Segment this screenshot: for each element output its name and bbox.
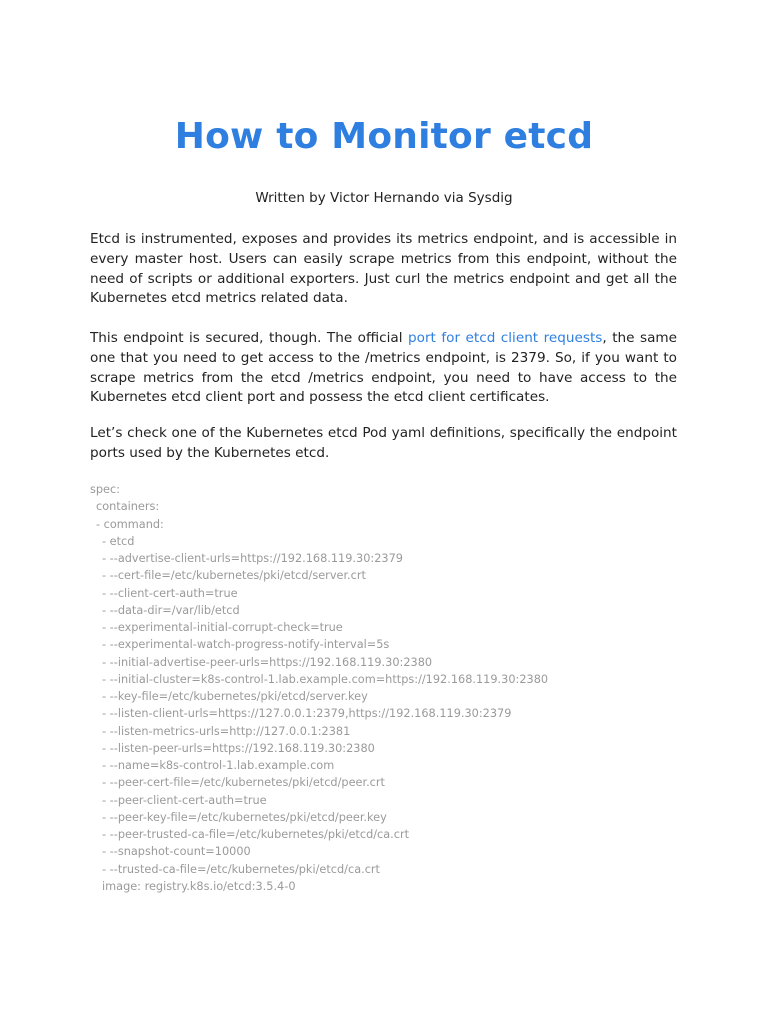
paragraph-text: , the same one that you need to get access to the /metrics endpoint, is 2379. So, if you want to scrape metrics from the etcd /metrics endpoint, you need to have access to the Kubernetes etcd client port and possess the etcd client certificates.: [90, 330, 678, 406]
code-line: - command:: [96, 517, 164, 531]
code-line: - --snapshot-count=10000: [102, 845, 251, 859]
code-line: - --client-cert-auth=true: [102, 586, 238, 600]
page-title: How to Monitor etcd: [174, 116, 594, 157]
etcd-client-port-link[interactable]: port for etcd client requests: [408, 330, 603, 346]
code-line: - --experimental-initial-corrupt-check=true: [102, 621, 343, 634]
code-line: - --data-dir=/var/lib/etcd: [102, 603, 240, 617]
paragraph-intro: Etcd is instrumented, exposes and provides its metrics endpoint, and is accessible in every master host. Users can easily scrape metrics from this endpoint, without the need of scripts or additional exporters. Just curl the metrics endpoint and get all the Kubernetes etcd metrics related data.: [90, 231, 677, 307]
code-line: - --initial-cluster=k8s-control-1.lab.example.com=https://192.168.119.30:2380: [102, 672, 549, 686]
code-line: - --listen-client-urls=https://127.0.0.1:2379,https://192.168.119.30:2379: [102, 707, 512, 721]
code-line: - --peer-client-cert-auth=true: [102, 793, 267, 807]
code-line: - --cert-file=/etc/kubernetes/pki/etcd/server.crt: [102, 569, 366, 583]
code-line: - --initial-advertise-peer-urls=https://192.168.119.30:2380: [102, 655, 433, 669]
code-line: - --key-file=/etc/kubernetes/pki/etcd/server.key: [102, 690, 368, 703]
byline: Written by Victor Hernando via Sysdig: [255, 190, 513, 206]
code-line: - --listen-metrics-urls=http://127.0.0.1:2381: [102, 724, 351, 738]
code-line: spec:: [90, 483, 121, 496]
code-line: - --trusted-ca-file=/etc/kubernetes/pki/etcd/ca.crt: [102, 862, 380, 876]
code-line: containers:: [96, 500, 160, 514]
yaml-code-block: [90, 481, 548, 895]
code-line: - --peer-cert-file=/etc/kubernetes/pki/etcd/peer.crt: [102, 776, 385, 790]
code-line: - --advertise-client-urls=https://192.168.119.30:2379: [102, 552, 403, 565]
code-line: - --listen-peer-urls=https://192.168.119.30:2380: [102, 741, 375, 755]
code-line: - --peer-trusted-ca-file=/etc/kubernetes/pki/etcd/ca.crt: [102, 828, 410, 841]
code-line: - --peer-key-file=/etc/kubernetes/pki/etcd/peer.key: [102, 810, 387, 824]
code-line: - etcd: [102, 534, 135, 548]
paragraph-endpoint: [90, 329, 677, 408]
code-line: - --experimental-watch-progress-notify-interval=5s: [102, 638, 390, 652]
code-line: - --name=k8s-control-1.lab.example.com: [102, 759, 335, 772]
code-line: image: registry.k8s.io/etcd:3.5.4-0: [102, 879, 296, 893]
paragraph-text: This endpoint is secured, though. The official: [90, 330, 408, 346]
paragraph-pod-yaml: Let’s check one of the Kubernetes etcd Pod yaml definitions, specifically the endpoint ports used by the Kubernetes etcd.: [90, 425, 677, 461]
